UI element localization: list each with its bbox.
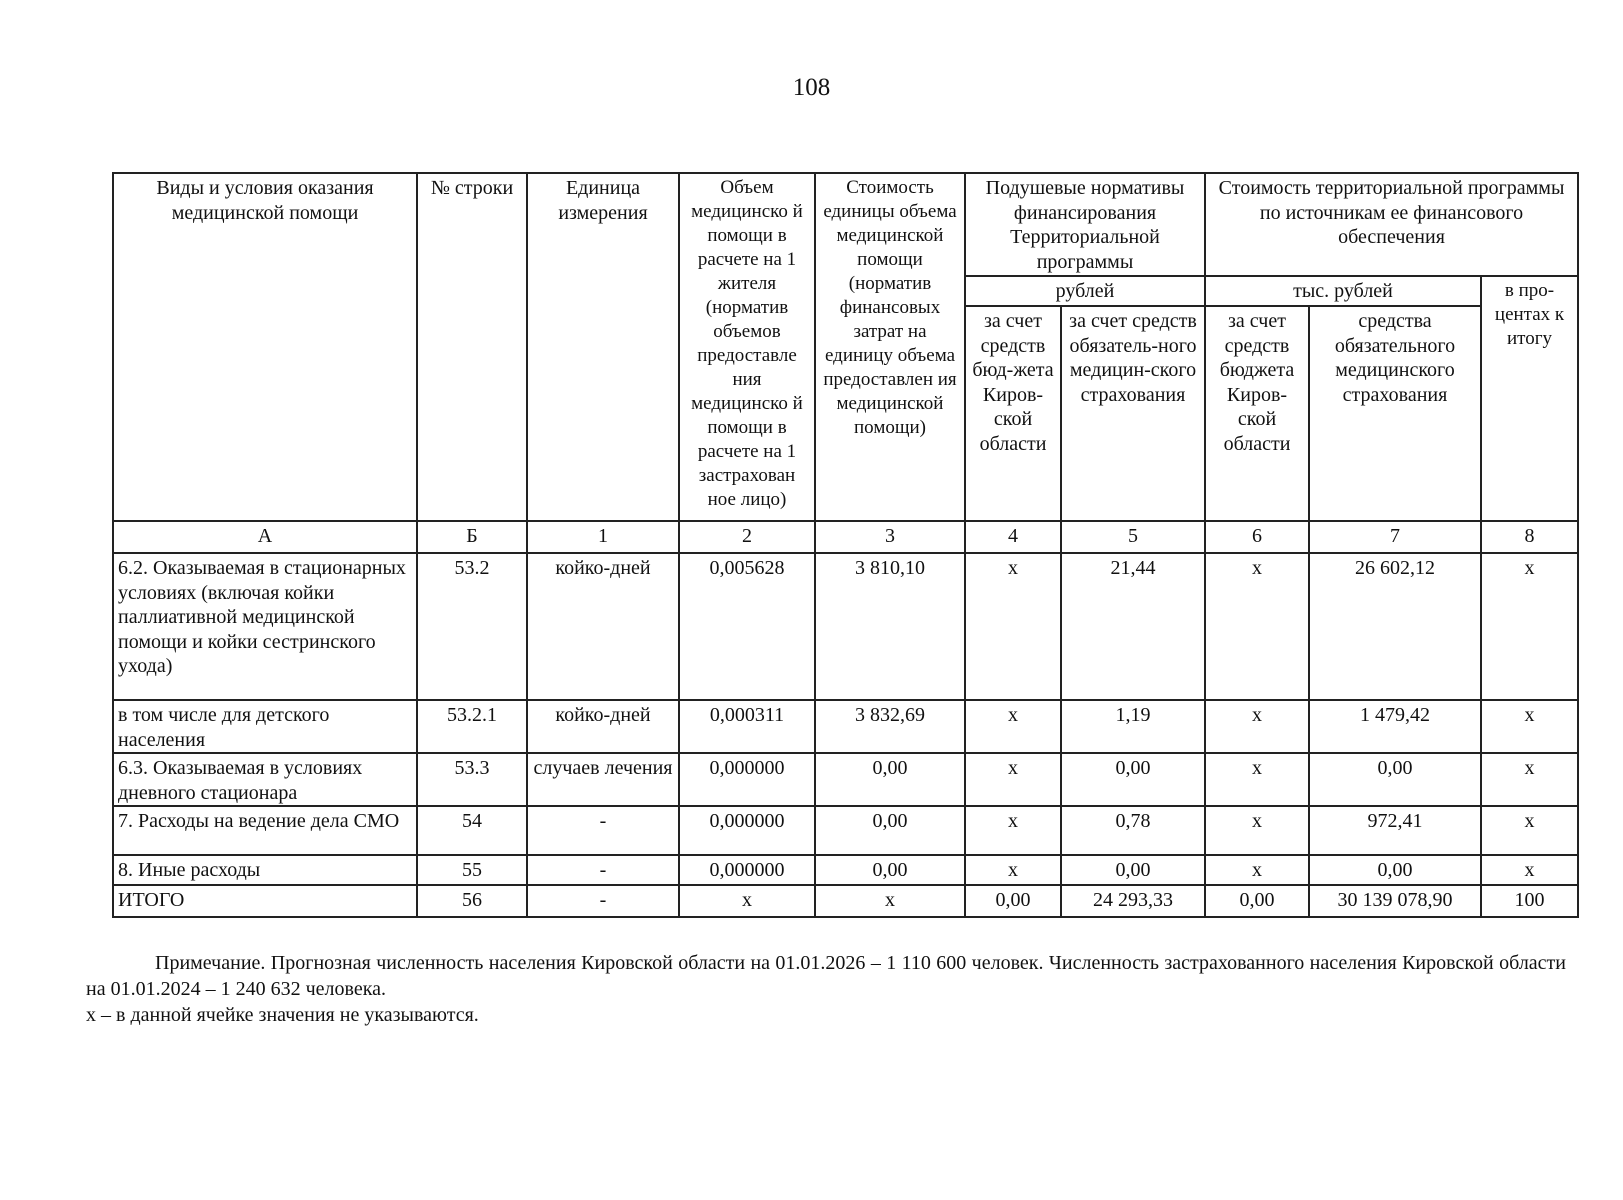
row-budget-per-capita: х xyxy=(965,806,1061,855)
table-row xyxy=(113,855,1578,885)
row-unit-cost: 0,00 xyxy=(815,753,965,806)
row-label: 6.3. Оказываемая в условиях дневного стационара xyxy=(113,753,417,806)
column-letter: 1 xyxy=(527,521,679,553)
row-oms-per-capita: 0,00 xyxy=(1061,855,1205,885)
table-row xyxy=(113,700,1578,753)
column-letter: 5 xyxy=(1061,521,1205,553)
row-percent: х xyxy=(1481,700,1578,753)
row-budget-per-capita: х xyxy=(965,553,1061,700)
row-oms-total: 1 479,42 xyxy=(1309,700,1481,753)
total-row xyxy=(113,885,1578,917)
row-oms-per-capita: 0,78 xyxy=(1061,806,1205,855)
row-percent: х xyxy=(1481,855,1578,885)
row-number: 55 xyxy=(417,855,527,885)
column-letter: 2 xyxy=(679,521,815,553)
table-row xyxy=(113,553,1578,700)
column-letter: А xyxy=(113,521,417,553)
row-label: 6.2. Оказываемая в стационарных условиях (включая койки паллиативной медицинской помощи и койки сестринского ухода) xyxy=(113,553,417,700)
row-budget-total: х xyxy=(1205,553,1309,700)
row-oms-total: 30 139 078,90 xyxy=(1309,885,1481,917)
row-percent: х xyxy=(1481,753,1578,806)
row-budget-total: х xyxy=(1205,855,1309,885)
header-oms-per-capita: за счет средств обязатель-ного медицин-ского страхования xyxy=(1061,306,1205,521)
header-unit-cost: Стоимость единицы объема медицинской помощи (норматив финансовых затрат на единицу объема предоставлен ия медицинской помощи) xyxy=(815,173,965,521)
row-volume: 0,000000 xyxy=(679,806,815,855)
header-row-number: № строки xyxy=(417,173,527,521)
column-letter: 4 xyxy=(965,521,1061,553)
row-unit: случаев лечения xyxy=(527,753,679,806)
row-budget-total: 0,00 xyxy=(1205,885,1309,917)
row-number: 53.2.1 xyxy=(417,700,527,753)
row-label: ИТОГО xyxy=(113,885,417,917)
row-number: 54 xyxy=(417,806,527,855)
row-budget-total: х xyxy=(1205,753,1309,806)
row-volume: 0,000000 xyxy=(679,753,815,806)
column-letter: 7 xyxy=(1309,521,1481,553)
row-budget-per-capita: х xyxy=(965,753,1061,806)
row-unit-cost: х xyxy=(815,885,965,917)
header-per-capita-group: Подушевые нормативы финансирования Территориальной программы xyxy=(965,173,1205,276)
column-numbering-row xyxy=(113,521,1578,553)
row-oms-total: 26 602,12 xyxy=(1309,553,1481,700)
header-rubles: рублей xyxy=(965,276,1205,306)
footnote xyxy=(86,950,1566,1028)
row-label: 7. Расходы на ведение дела СМО xyxy=(113,806,417,855)
row-unit-cost: 3 832,69 xyxy=(815,700,965,753)
row-oms-per-capita: 1,19 xyxy=(1061,700,1205,753)
column-letter: Б xyxy=(417,521,527,553)
row-unit: - xyxy=(527,855,679,885)
row-unit: койко-дней xyxy=(527,700,679,753)
row-percent: х xyxy=(1481,806,1578,855)
row-oms-per-capita: 24 293,33 xyxy=(1061,885,1205,917)
row-unit-cost: 0,00 xyxy=(815,855,965,885)
row-number: 56 xyxy=(417,885,527,917)
row-volume: 0,000311 xyxy=(679,700,815,753)
row-budget-total: х xyxy=(1205,700,1309,753)
row-volume: 0,000000 xyxy=(679,855,815,885)
column-letter: 8 xyxy=(1481,521,1578,553)
row-unit: - xyxy=(527,885,679,917)
row-number: 53.3 xyxy=(417,753,527,806)
row-budget-total: х xyxy=(1205,806,1309,855)
header-percent-of-total: в про-центах к итогу xyxy=(1481,276,1578,521)
column-letter: 6 xyxy=(1205,521,1309,553)
row-budget-per-capita: х xyxy=(965,855,1061,885)
row-unit: койко-дней xyxy=(527,553,679,700)
row-unit-cost: 3 810,10 xyxy=(815,553,965,700)
header-program-cost-group: Стоимость территориальной программы по источникам ее финансового обеспечения xyxy=(1205,173,1578,276)
table-header xyxy=(113,173,1578,553)
table-body xyxy=(113,553,1578,917)
row-number: 53.2 xyxy=(417,553,527,700)
row-oms-total: 972,41 xyxy=(1309,806,1481,855)
financing-table xyxy=(112,172,1579,918)
table-row xyxy=(113,753,1578,806)
row-oms-total: 0,00 xyxy=(1309,753,1481,806)
row-volume: х xyxy=(679,885,815,917)
header-care-types: Виды и условия оказания медицинской помощи xyxy=(113,173,417,521)
row-oms-total: 0,00 xyxy=(1309,855,1481,885)
row-label: 8. Иные расходы xyxy=(113,855,417,885)
row-percent: х xyxy=(1481,553,1578,700)
row-unit: - xyxy=(527,806,679,855)
row-budget-per-capita: 0,00 xyxy=(965,885,1061,917)
row-volume: 0,005628 xyxy=(679,553,815,700)
header-thousand-rubles: тыс. рублей xyxy=(1205,276,1481,306)
row-oms-per-capita: 0,00 xyxy=(1061,753,1205,806)
table-row xyxy=(113,806,1578,855)
footnote-legend: х – в данной ячейке значения не указываются. xyxy=(86,1004,479,1026)
row-budget-per-capita: х xyxy=(965,700,1061,753)
header-unit: Единица измерения xyxy=(527,173,679,521)
header-regional-budget-total: за счет средств бюджета Киров-ской области xyxy=(1205,306,1309,521)
row-label: в том числе для детского населения xyxy=(113,700,417,753)
column-letter: 3 xyxy=(815,521,965,553)
header-volume: Объем медицинско й помощи в расчете на 1 жителя (норматив объемов предоставле ния медицинско й помощи в расчете на 1 застрахован ное лицо) xyxy=(679,173,815,521)
footnote-population: Примечание. Прогнозная численность населения Кировской области на 01.01.2026 – 1 110 600 человек. Численность застрахованного населения Кировской области на 01.01.2024 – 1 240 632 человека. xyxy=(86,952,1566,1000)
row-oms-per-capita: 21,44 xyxy=(1061,553,1205,700)
header-regional-budget-per-capita: за счет средств бюд-жета Киров-ской области xyxy=(965,306,1061,521)
page-number: 108 xyxy=(792,74,831,101)
row-unit-cost: 0,00 xyxy=(815,806,965,855)
header-oms-total: средства обязательного медицинского страхования xyxy=(1309,306,1481,521)
row-percent: 100 xyxy=(1481,885,1578,917)
